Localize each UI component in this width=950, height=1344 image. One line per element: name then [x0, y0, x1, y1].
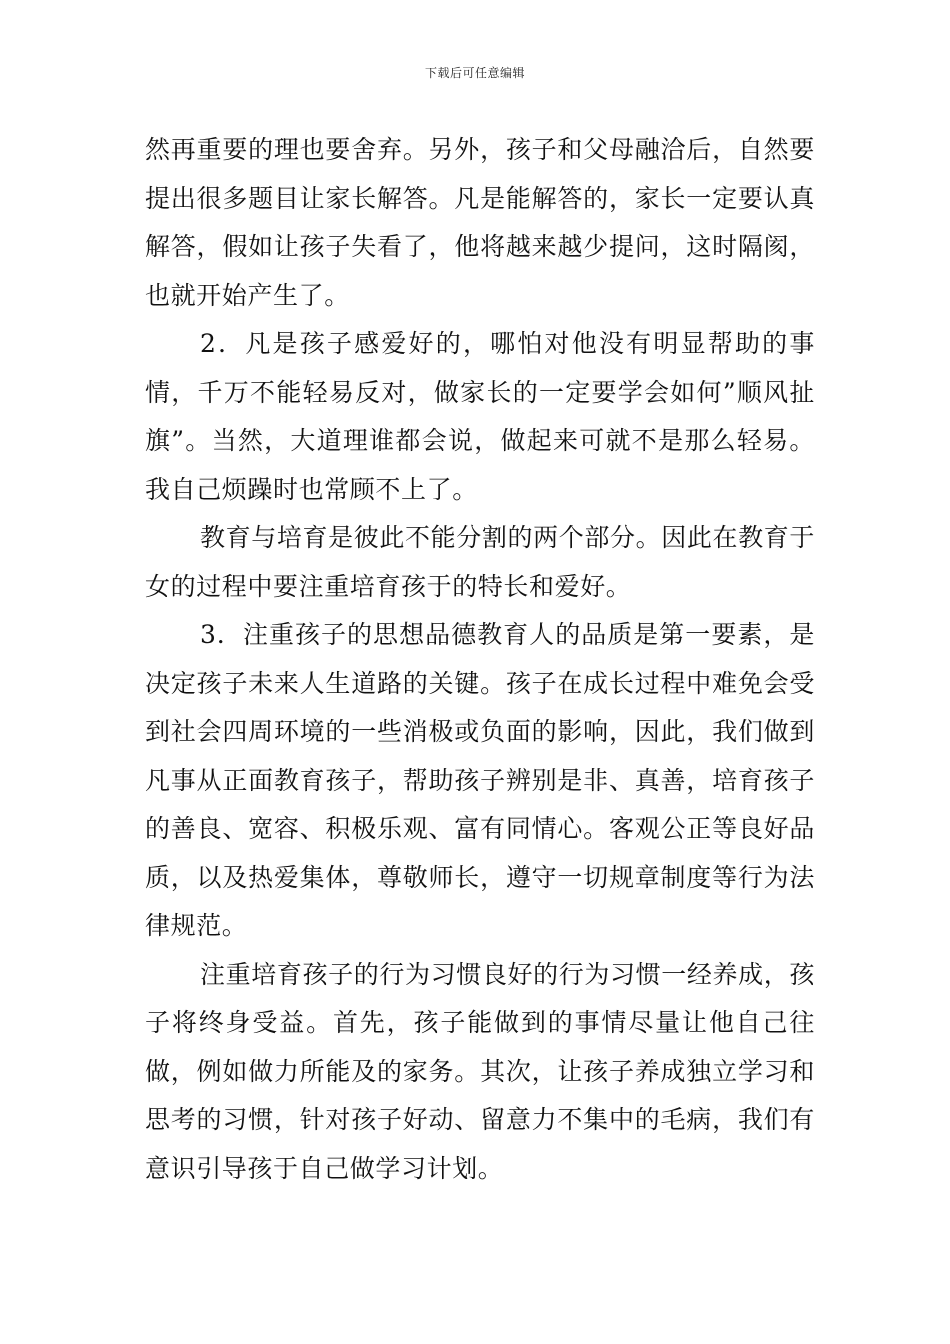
page-header: 下载后可任意编辑: [424, 66, 525, 80]
paragraph-education: 教育与培育是彼此不能分割的两个部分。因此在教育于女的过程中要注重培育孩于的特长和爱好。: [145, 523, 815, 601]
paragraph-continuation: 然再重要的理也要舍弃。另外，孩子和父母融洽后，自然要提出很多题目让家长解答。凡是能解答的，家长一定要认真解答，假如让孩子失看了，他将越来越少提问，这时隔阂，也就开始产生了。: [145, 135, 815, 310]
document-body: [145, 126, 815, 1193]
paragraph-item-3: 3．注重孩子的思想品德教育人的品质是第一要素，是决定孩子未来人生道路的关键。孩子在成长过程中难免会受到社会四周环境的一些消极或负面的影响，因此，我们做到凡事从正面教育孩子，帮助孩子辨别是非、真善，培育孩子的善良、宽容、积极乐观、富有同情心。客观公正等良好品质，以及热爱集体，尊敬师长，遵守一切规章制度等行为法律规范。: [145, 620, 815, 940]
paragraph-item-2: 2．凡是孩子感爱好的，哪怕对他没有明显帮助的事情，千万不能轻易反对，做家长的一定要学会如何”顺风扯旗”。当然，大道理谁都会说，做起来可就不是那么轻易。我自己烦躁时也常顾不上了。: [145, 329, 815, 504]
paragraph-habits: 注重培育孩子的行为习惯良好的行为习惯一经养成，孩子将终身受益。首先，孩子能做到的事情尽量让他自己往做，例如做力所能及的家务。其次，让孩子养成独立学习和思考的习惯，针对孩子好动、留意力不集中的毛病，我们有意识引导孩于自己做学习计划。: [145, 959, 815, 1183]
